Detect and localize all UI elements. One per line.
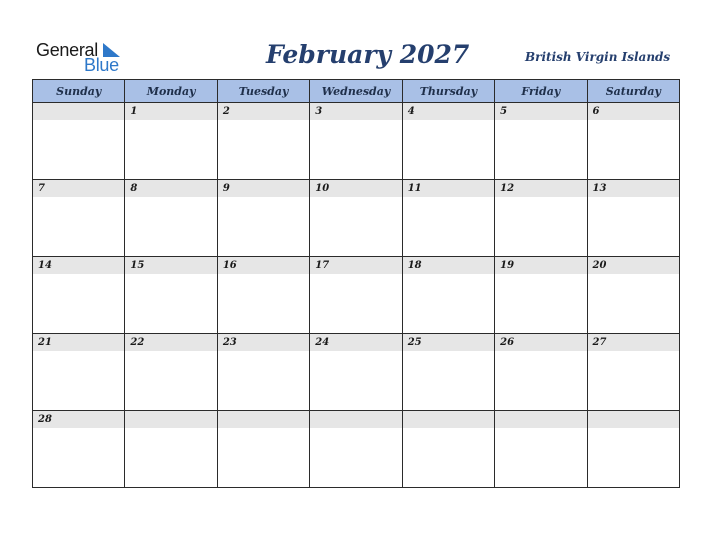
day-cell bbox=[495, 411, 587, 488]
day-number: 27 bbox=[588, 334, 679, 351]
day-cell bbox=[402, 180, 494, 257]
logo-text-general: General bbox=[36, 40, 98, 60]
day-number: 1 bbox=[125, 103, 216, 120]
day-number: 14 bbox=[33, 257, 124, 274]
day-number: 26 bbox=[495, 334, 586, 351]
day-cell bbox=[495, 257, 587, 334]
day-number: 9 bbox=[218, 180, 309, 197]
day-cell bbox=[217, 334, 309, 411]
calendar-title: February 2027 bbox=[266, 40, 470, 69]
day-cell bbox=[402, 103, 494, 180]
day-cell bbox=[310, 411, 402, 488]
day-number: 4 bbox=[403, 103, 494, 120]
week-row bbox=[33, 334, 680, 411]
day-number: 15 bbox=[125, 257, 216, 274]
day-cell bbox=[402, 257, 494, 334]
day-cell bbox=[125, 411, 217, 488]
week-row bbox=[33, 411, 680, 488]
weekday-friday: Friday bbox=[495, 80, 587, 103]
weekday-header-row bbox=[33, 80, 680, 103]
day-number: 22 bbox=[125, 334, 216, 351]
day-number: 12 bbox=[495, 180, 586, 197]
day-cell bbox=[587, 180, 679, 257]
day-number: 7 bbox=[33, 180, 124, 197]
day-cell bbox=[125, 334, 217, 411]
day-number: 5 bbox=[495, 103, 586, 120]
day-number: 6 bbox=[588, 103, 679, 120]
day-number: 28 bbox=[33, 411, 124, 428]
day-number: 24 bbox=[310, 334, 401, 351]
weekday-monday: Monday bbox=[125, 80, 217, 103]
calendar-grid bbox=[32, 79, 680, 488]
day-cell bbox=[33, 334, 125, 411]
day-number: 25 bbox=[403, 334, 494, 351]
day-number: 17 bbox=[310, 257, 401, 274]
day-number bbox=[588, 411, 679, 428]
day-cell bbox=[125, 103, 217, 180]
day-number bbox=[310, 411, 401, 428]
logo-text-blue: Blue bbox=[84, 55, 119, 75]
day-cell bbox=[587, 411, 679, 488]
day-cell bbox=[310, 103, 402, 180]
generalblue-logo bbox=[36, 40, 126, 74]
day-number: 13 bbox=[588, 180, 679, 197]
week-row bbox=[33, 103, 680, 180]
day-number: 11 bbox=[403, 180, 494, 197]
day-number: 21 bbox=[33, 334, 124, 351]
day-number: 10 bbox=[310, 180, 401, 197]
weekday-tuesday: Tuesday bbox=[217, 80, 309, 103]
day-cell bbox=[33, 180, 125, 257]
day-cell bbox=[217, 103, 309, 180]
day-cell bbox=[217, 411, 309, 488]
day-number: 16 bbox=[218, 257, 309, 274]
weekday-saturday: Saturday bbox=[587, 80, 679, 103]
day-number: 23 bbox=[218, 334, 309, 351]
day-cell bbox=[587, 334, 679, 411]
day-cell bbox=[495, 103, 587, 180]
day-number: 18 bbox=[403, 257, 494, 274]
day-number bbox=[33, 103, 124, 120]
day-cell bbox=[125, 257, 217, 334]
weekday-thursday: Thursday bbox=[402, 80, 494, 103]
day-number: 8 bbox=[125, 180, 216, 197]
day-number: 20 bbox=[588, 257, 679, 274]
day-cell bbox=[310, 334, 402, 411]
weekday-sunday: Sunday bbox=[33, 80, 125, 103]
day-cell bbox=[33, 103, 125, 180]
day-cell bbox=[217, 257, 309, 334]
day-cell bbox=[217, 180, 309, 257]
day-number: 3 bbox=[310, 103, 401, 120]
day-cell bbox=[33, 257, 125, 334]
day-cell bbox=[587, 103, 679, 180]
day-cell bbox=[310, 257, 402, 334]
day-cell bbox=[402, 411, 494, 488]
day-number bbox=[403, 411, 494, 428]
weekday-wednesday: Wednesday bbox=[310, 80, 402, 103]
day-number bbox=[218, 411, 309, 428]
week-row bbox=[33, 180, 680, 257]
day-cell bbox=[33, 411, 125, 488]
day-number bbox=[495, 411, 586, 428]
region-label: British Virgin Islands bbox=[525, 50, 671, 64]
day-cell bbox=[125, 180, 217, 257]
day-cell bbox=[495, 334, 587, 411]
day-cell bbox=[402, 334, 494, 411]
day-cell bbox=[495, 180, 587, 257]
day-number: 2 bbox=[218, 103, 309, 120]
day-cell bbox=[587, 257, 679, 334]
day-number: 19 bbox=[495, 257, 586, 274]
week-row bbox=[33, 257, 680, 334]
day-cell bbox=[310, 180, 402, 257]
day-number bbox=[125, 411, 216, 428]
